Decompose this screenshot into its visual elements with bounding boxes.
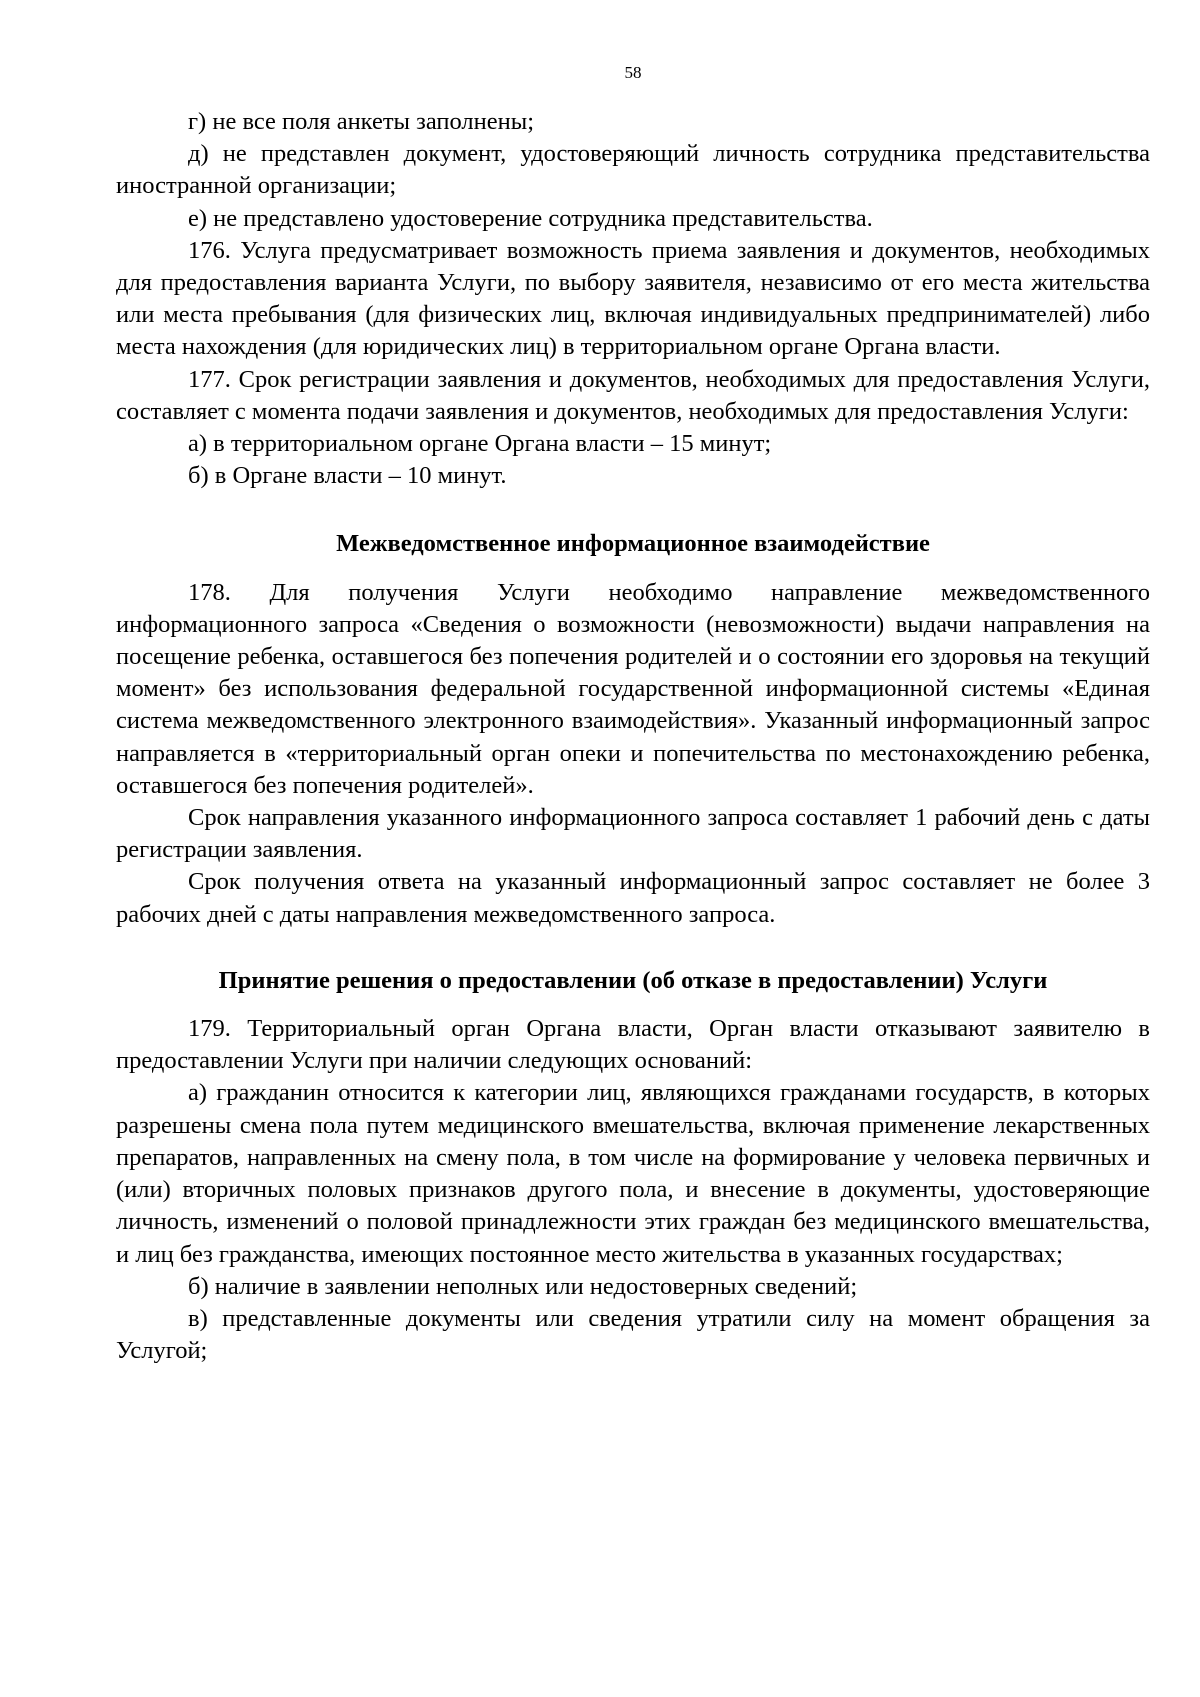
section-heading-decision: Принятие решения о предоставлении (об отказе в предоставлении) Услуги xyxy=(218,966,1048,994)
paragraph-178-response-deadline: Срок получения ответа на указанный информационный запрос составляет не более 3 рабочих дней с даты направления межведомственного запроса. xyxy=(116,868,1150,928)
paragraph-item-g: г) не все поля анкеты заполнены; xyxy=(188,108,535,135)
paragraph-176: 176. Услуга предусматривает возможность приема заявления и документов, необходимых для предоставления варианта Услуги, по выбору заявителя, независимо от его места жительства или места пребывания (для физических лиц, включая индивидуальных предпринимателей) либо места нахождения (для юридических лиц) в территориальном органе Органа власти. xyxy=(116,236,1150,361)
paragraph-177: 177. Срок регистрации заявления и документов, необходимых для предоставления Услуги, составляет с момента подачи заявления и документов, необходимых для предоставления Услуги: xyxy=(116,365,1150,425)
paragraph-179-item-b: б) наличие в заявлении неполных или недостоверных сведений; xyxy=(188,1272,858,1300)
paragraph-177-item-a: а) в территориальном органе Органа власти – 15 минут; xyxy=(188,430,772,458)
paragraph-179-item-v: в) представленные документы или сведения утратили силу на момент обращения за Услугой; xyxy=(116,1304,1150,1365)
paragraph-177-item-b: б) в Органе власти – 10 минут. xyxy=(188,462,507,490)
paragraph-item-d: д) не представлен документ, удостоверяющий личность сотрудника представительства иностранной организации; xyxy=(116,140,1150,200)
section-heading-interagency: Межведомственное информационное взаимодействие xyxy=(336,530,930,558)
paragraph-178-request-deadline: Срок направления указанного информационного запроса составляет 1 рабочий день с даты регистрации заявления. xyxy=(116,804,1150,864)
paragraph-178: 178. Для получения Услуги необходимо направление межведомственного информационного запроса «Сведения о возможности (невозможности) выдачи направления на посещение ребенка, оставшегося без попечения родителей и о состоянии его здоровья на текущий момент» без использования федеральной государственной информационной системы «Единая система межведомственного электронного взаимодействия». Указанный информационный запрос направляется в «территориальный орган опеки и попечительства по местонахождению ребенка, оставшегося без попечения родителей». xyxy=(116,578,1150,799)
paragraph-item-e: е) не представлено удостоверение сотрудника представительства. xyxy=(188,204,873,232)
document-body xyxy=(116,106,1150,1367)
paragraph-179: 179. Территориальный орган Органа власти, Орган власти отказывают заявителю в предоставлении Услуги при наличии следующих оснований: xyxy=(116,1015,1150,1075)
paragraph-179-item-a: а) гражданин относится к категории лиц, являющихся гражданами государств, в которых разрешены смена пола путем медицинского вмешательства, включая применение лекарственных препаратов, направленных на смену пола, в том числе на формирование у человека первичных и (или) вторичных половых признаков другого пола, и внесение в документы, удостоверяющие личность, изменений о половой принадлежности этих граждан без медицинского вмешательства, и лиц без гражданства, имеющих постоянное место жительства в указанных государствах; xyxy=(116,1079,1150,1268)
page-number: 58 xyxy=(624,63,642,82)
